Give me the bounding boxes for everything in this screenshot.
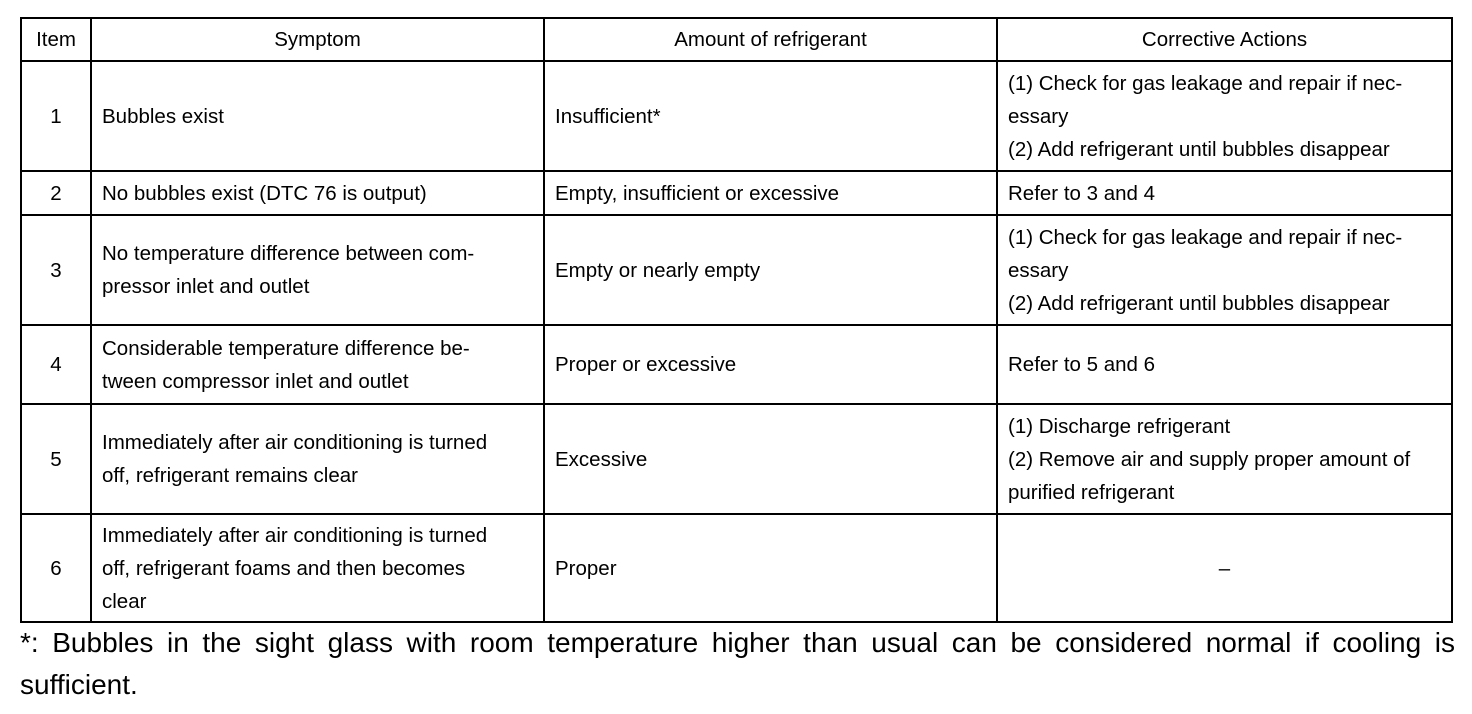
item-cell: 1 — [21, 61, 91, 171]
symptom-line: off, refrigerant remains clear — [102, 464, 358, 487]
amount-cell: Empty, insufficient or excessive — [544, 171, 997, 215]
table-row — [21, 325, 1452, 404]
action-line: (1) Check for gas leakage and repair if nec- — [1008, 71, 1403, 95]
footnote: *: Bubbles in the sight glass with room temperature higher than usual can be considered normal if cooling is sufficient. — [20, 627, 1455, 700]
symptom-cell — [91, 404, 544, 514]
actions-cell — [997, 215, 1452, 325]
action-line: Refer to 3 and 4 — [1008, 181, 1156, 205]
action-line: (2) Add refrigerant until bubbles disappear — [1008, 137, 1390, 161]
table-header-row — [21, 18, 1452, 61]
header-item: Item — [21, 18, 91, 61]
action-line: – — [1218, 556, 1231, 580]
symptom-cell — [91, 215, 544, 325]
amount-cell: Proper or excessive — [544, 325, 997, 404]
actions-cell — [997, 514, 1452, 622]
symptom-line: Bubbles exist — [102, 104, 224, 128]
symptom-cell — [91, 514, 544, 622]
actions-cell — [997, 61, 1452, 171]
header-corrective-actions: Corrective Actions — [997, 18, 1452, 61]
refrigerant-diagnosis-table — [20, 17, 1453, 623]
symptom-line: pressor inlet and outlet — [102, 275, 310, 298]
action-line: (2) Remove air and supply proper amount of — [1008, 447, 1411, 471]
symptom-cell — [91, 171, 544, 215]
action-line: essary — [1008, 258, 1069, 282]
action-line: (1) Check for gas leakage and repair if nec- — [1008, 225, 1403, 249]
amount-cell: Empty or nearly empty — [544, 215, 997, 325]
header-symptom: Symptom — [91, 18, 544, 61]
symptom-line: tween compressor inlet and outlet — [102, 369, 409, 393]
action-line: purified refrigerant — [1008, 480, 1175, 504]
item-cell: 2 — [21, 171, 91, 215]
amount-cell: Excessive — [544, 404, 997, 514]
action-line: Refer to 5 and 6 — [1008, 353, 1156, 376]
table-row — [21, 61, 1452, 171]
item-cell: 4 — [21, 325, 91, 404]
actions-cell — [997, 325, 1452, 404]
symptom-line: Considerable temperature difference be- — [102, 336, 470, 360]
table-row — [21, 404, 1452, 514]
amount-cell: Insufficient* — [544, 61, 997, 171]
item-cell: 5 — [21, 404, 91, 514]
table-row — [21, 215, 1452, 325]
table-row — [21, 514, 1452, 622]
table-row — [21, 171, 1452, 215]
symptom-line: off, refrigerant foams and then becomes — [102, 556, 466, 580]
action-line: (2) Add refrigerant until bubbles disappear — [1008, 291, 1390, 315]
symptom-line: Immediately after air conditioning is turned — [102, 431, 488, 454]
symptom-line: Immediately after air conditioning is turned — [102, 523, 488, 547]
actions-cell — [997, 171, 1452, 215]
symptom-cell — [91, 325, 544, 404]
action-line: essary — [1008, 104, 1069, 128]
action-line: (1) Discharge refrigerant — [1008, 414, 1231, 438]
symptom-cell — [91, 61, 544, 171]
header-amount: Amount of refrigerant — [544, 18, 997, 61]
symptom-line: clear — [102, 589, 147, 613]
item-cell: 6 — [21, 514, 91, 622]
actions-cell — [997, 404, 1452, 514]
symptom-line: No temperature difference between com- — [102, 242, 475, 265]
amount-cell: Proper — [544, 514, 997, 622]
symptom-line: No bubbles exist (DTC 76 is output) — [102, 181, 427, 205]
item-cell: 3 — [21, 215, 91, 325]
